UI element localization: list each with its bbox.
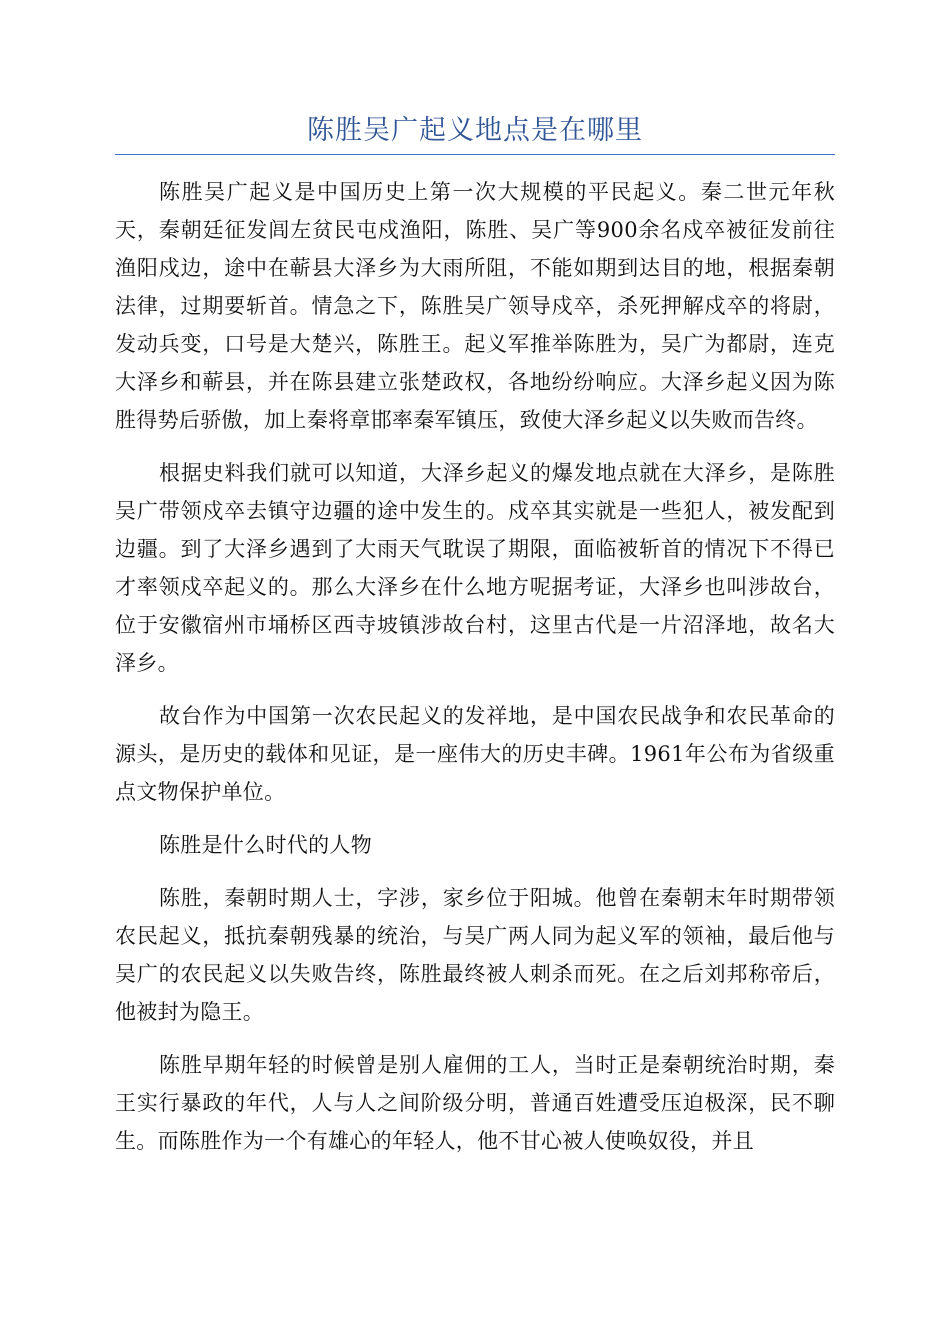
paragraph: 故台作为中国第一次农民起义的发祥地，是中国农民战争和农民革命的源头，是历史的载体和见证，是一座伟大的历史丰碑。1961年公布为省级重点文物保护单位。 — [115, 704, 835, 804]
paragraph: 陈胜吴广起义是中国历史上第一次大规模的平民起义。秦二世元年秋天，秦朝廷征发闾左贫民屯戍渔阳，陈胜、吴广等900余名戍卒被征发前往渔阳戍边，途中在蕲县大泽乡为大雨所阻，不能如期到达目的地，根据秦朝法律，过期要斩首。情急之下，陈胜吴广领导戍卒，杀死押解戍卒的将尉，发动兵变，口号是大楚兴，陈胜王。起义军推举陈胜为，吴广为都尉，连克大泽乡和蕲县，并在陈县建立张楚政权，各地纷纷响应。大泽乡起义因为陈胜得势后骄傲，加上秦将章邯率秦军镇压，致使大泽乡起义以失败而告终。 — [115, 180, 835, 432]
document-title: 陈胜吴广起义地点是在哪里 — [307, 115, 643, 146]
paragraph: 陈胜早期年轻的时候曾是别人雇佣的工人，当时正是秦朝统治时期，秦王实行暴政的年代，人与人之间阶级分明，普通百姓遭受压迫极深，民不聊生。而陈胜作为一个有雄心的年轻人，他不甘心被人使唤奴役，并且 — [115, 1053, 835, 1153]
paragraph: 根据史料我们就可以知道，大泽乡起义的爆发地点就在大泽乡，是陈胜吴广带领戍卒去镇守边疆的途中发生的。戍卒其实就是一些犯人，被发配到边疆。到了大泽乡遇到了大雨天气耽误了期限，面临被斩首的情况下不得已才率领戍卒起义的。那么大泽乡在什么地方呢据考证，大泽乡也叫涉故台，位于安徽宿州市埇桥区西寺坡镇涉故台村，这里古代是一片沼泽地，故名大泽乡。 — [115, 461, 835, 675]
title-underline — [115, 154, 835, 155]
document-body — [115, 173, 835, 1175]
section-heading: 陈胜是什么时代的人物 — [159, 833, 372, 857]
paragraph: 陈胜，秦朝时期人士，字涉，家乡位于阳城。他曾在秦朝末年时期带领农民起义，抵抗秦朝残暴的统治，与吴广两人同为起义军的领袖，最后他与吴广的农民起义以失败告终，陈胜最终被人刺杀而死。在之后刘邦称帝后，他被封为隐王。 — [115, 886, 835, 1024]
